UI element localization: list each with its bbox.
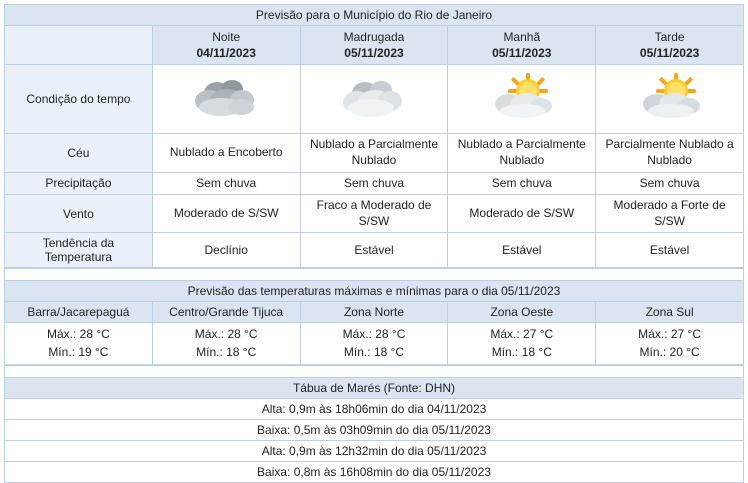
- tendencia-tarde: Estável: [596, 233, 744, 268]
- zone-temps-barra-jacarepagua: [5, 323, 153, 365]
- temperatures-title: Previsão das temperaturas máximas e mínimas para o dia 05/11/2023: [5, 281, 744, 302]
- ceu-manha: Nublado a Parcialmente Nublado: [448, 134, 596, 172]
- row-vento: [5, 195, 744, 233]
- tides-title: Tábua de Marés (Fonte: DHN): [5, 378, 744, 399]
- period-date: 05/11/2023: [344, 46, 404, 61]
- tides-table: [4, 365, 744, 483]
- vento-madrugada: Fraco a Moderado de S/SW: [300, 195, 448, 233]
- column-header-tarde: [596, 26, 744, 65]
- temp-min: Mín.: 18 °C: [491, 344, 552, 359]
- row-precipitacao: [5, 172, 744, 195]
- ceu-tarde: Parcialmente Nublado a Nublado: [596, 134, 744, 172]
- period-label: Manhã: [503, 30, 541, 44]
- period-date: 05/11/2023: [639, 46, 700, 61]
- temp-max: Máx.: 27 °C: [490, 327, 554, 342]
- tendencia-manha: Estável: [448, 233, 596, 268]
- tide-row: [5, 462, 744, 483]
- zone-header-zona-oeste: Zona Oeste: [448, 302, 596, 323]
- temp-min: Mín.: 18 °C: [196, 344, 257, 359]
- vento-noite: Moderado de S/SW: [152, 195, 300, 233]
- zone-temps-centro-grande-tijuca: [152, 323, 300, 365]
- zone-temps-zona-norte: [300, 323, 448, 365]
- forecast-column-headers: [5, 26, 744, 65]
- cloudy-night-icon: [187, 71, 265, 127]
- period-date: 05/11/2023: [492, 46, 552, 61]
- temp-min: Mín.: 18 °C: [343, 344, 405, 359]
- cloudy-night-icon: [335, 71, 413, 127]
- weather-icon-cell-madrugada: [300, 65, 448, 134]
- tides-title-row: [5, 378, 744, 399]
- weather-icon-cell-noite: [152, 65, 300, 134]
- tide-row: [5, 441, 744, 462]
- period-date: 04/11/2023: [196, 46, 256, 61]
- zone-temps-zona-sul: [596, 323, 744, 365]
- tide-entry-3: Alta: 0,9m às 12h32min do dia 05/11/2023: [5, 441, 744, 462]
- zone-header-centro-grande-tijuca: Centro/Grande Tijuca: [152, 302, 300, 323]
- vento-tarde: Moderado a Forte de S/SW: [596, 195, 744, 233]
- tide-row: [5, 399, 744, 420]
- row-ceu: [5, 134, 744, 172]
- page-title: Previsão para o Município do Rio de Janeiro: [5, 5, 744, 26]
- precipitacao-tarde: Sem chuva: [596, 172, 744, 195]
- tendencia-noite: Declínio: [152, 233, 300, 268]
- forecast-table: [4, 4, 744, 268]
- column-header-madrugada: [300, 26, 448, 65]
- forecast-title-row: [5, 5, 744, 26]
- ceu-noite: Nublado a Encoberto: [152, 134, 300, 172]
- row-condicao-do-tempo: [5, 65, 744, 134]
- row-label-condicao: Condição do tempo: [5, 65, 153, 134]
- zone-header-row: [5, 302, 744, 323]
- zone-header-zona-norte: Zona Norte: [300, 302, 448, 323]
- table-spacer: [5, 269, 744, 281]
- precipitacao-madrugada: Sem chuva: [300, 172, 448, 195]
- temperatures-title-row: [5, 281, 744, 302]
- precipitacao-manha: Sem chuva: [448, 172, 596, 195]
- vento-manha: Moderado de S/SW: [448, 195, 596, 233]
- tendencia-madrugada: Estável: [300, 233, 448, 268]
- row-label-ceu: Céu: [5, 134, 153, 172]
- table-spacer: [5, 366, 744, 378]
- temp-max: Máx.: 28 °C: [342, 327, 406, 342]
- row-tendencia-temperatura: [5, 233, 744, 268]
- column-header-manha: [448, 26, 596, 65]
- tide-row: [5, 420, 744, 441]
- column-header-noite: [152, 26, 300, 65]
- temp-min: Mín.: 20 °C: [639, 344, 700, 359]
- zone-header-barra-jacarepagua: Barra/Jacarepaguá: [5, 302, 153, 323]
- temperatures-table: [4, 268, 744, 365]
- temp-max: Máx.: 28 °C: [194, 327, 258, 342]
- corner-cell: [5, 26, 153, 65]
- sun-behind-cloud-icon: [483, 71, 561, 127]
- period-label: Noite: [212, 30, 241, 44]
- weather-icon-cell-tarde: [596, 65, 744, 134]
- row-label-precipitacao: Precipitação: [5, 172, 153, 195]
- temp-min: Mín.: 19 °C: [48, 344, 109, 359]
- tide-entry-4: Baixa: 0,8m às 16h08min do dia 05/11/2023: [5, 462, 744, 483]
- temp-max: Máx.: 28 °C: [46, 327, 110, 342]
- row-label-tendencia: Tendência da Temperatura: [5, 233, 153, 268]
- row-label-vento: Vento: [5, 195, 153, 233]
- zone-temps-zona-oeste: [448, 323, 596, 365]
- precipitacao-noite: Sem chuva: [152, 172, 300, 195]
- tide-entry-1: Alta: 0,9m às 18h06min do dia 04/11/2023: [5, 399, 744, 420]
- zone-values-row: [5, 323, 744, 365]
- period-label: Madrugada: [343, 30, 405, 44]
- ceu-madrugada: Nublado a Parcialmente Nublado: [300, 134, 448, 172]
- zone-header-zona-sul: Zona Sul: [596, 302, 744, 323]
- period-label: Tarde: [654, 30, 685, 44]
- temp-max: Máx.: 27 °C: [638, 327, 701, 342]
- weather-icon-cell-manha: [448, 65, 596, 134]
- sun-behind-cloud-icon: [631, 71, 709, 127]
- tide-entry-2: Baixa: 0,5m às 03h09min do dia 05/11/2023: [5, 420, 744, 441]
